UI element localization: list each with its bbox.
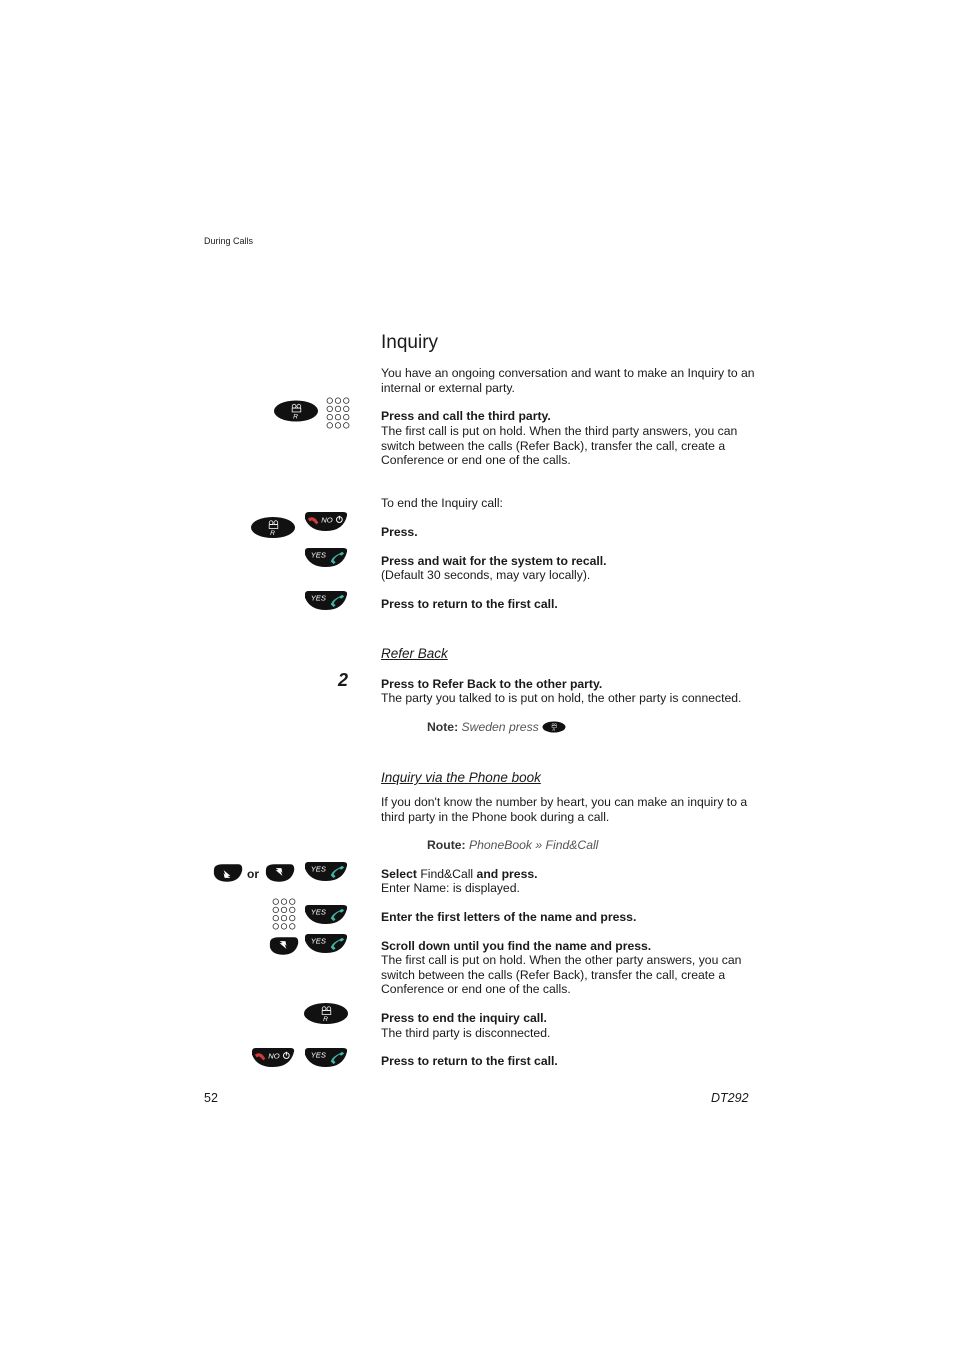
inquiry-intro: You have an ongoing conversation and want to make an Inquiry to an internal or external party. bbox=[381, 366, 755, 395]
yes-key-icon bbox=[303, 861, 349, 882]
step1-description: The first call is put on hold. When the third party answers, you can switch between the calls (Refer Back), transfer the call, create a Conference or end one of the calls. bbox=[381, 424, 738, 468]
pb-step4-instruction: Press to end the inquiry call. bbox=[381, 1011, 547, 1025]
phonebook-heading: Inquiry via the Phone book bbox=[381, 770, 541, 785]
or-label: or bbox=[247, 867, 259, 881]
yes-key-icon bbox=[303, 547, 349, 568]
yes-key-icon bbox=[303, 1047, 349, 1068]
refer-back-heading: Refer Back bbox=[381, 646, 448, 661]
pb-step1-item: Find&Call bbox=[420, 867, 474, 881]
note-label: Note: bbox=[427, 720, 459, 734]
r-key-icon bbox=[303, 1001, 349, 1026]
no-key-icon bbox=[250, 1047, 296, 1068]
pb-step1-sub bbox=[381, 881, 756, 896]
pb-step5: Press to return to the first call. bbox=[381, 1054, 558, 1068]
pb-step3-description: The first call is put on hold. When the other party answers, you can switch between the calls (Refer Back), transfer the call, create a Conference or end one of the calls. bbox=[381, 953, 742, 997]
r-key-small-icon bbox=[542, 720, 566, 734]
pb-step1-press: and press. bbox=[476, 867, 538, 881]
refer-back-note bbox=[427, 720, 566, 734]
pb-step1-sub-item: Enter Name: bbox=[381, 881, 450, 895]
pb-step2: Enter the first letters of the name and press. bbox=[381, 910, 637, 924]
yes-key-icon bbox=[303, 904, 349, 925]
end-step3: Press to return to the first call. bbox=[381, 597, 558, 611]
r-key-icon bbox=[250, 515, 296, 540]
end-step1: Press. bbox=[381, 525, 418, 539]
scroll-up-key-icon bbox=[263, 862, 296, 884]
page-number: 52 bbox=[204, 1091, 218, 1105]
phonebook-intro: If you don't know the number by heart, you can make an inquiry to a third party in the Phone book during a call. bbox=[381, 795, 748, 824]
model-name: DT292 bbox=[711, 1091, 749, 1105]
keypad-icon bbox=[272, 898, 296, 931]
step1-instruction: Press and call the third party. bbox=[381, 409, 551, 423]
end-intro: To end the Inquiry call: bbox=[381, 496, 503, 510]
route-label: Route: bbox=[427, 838, 466, 852]
pb-step4-description: The third party is disconnected. bbox=[381, 1026, 551, 1040]
section-header: During Calls bbox=[204, 236, 254, 246]
yes-key-icon bbox=[303, 590, 349, 611]
pb-step1-sub-rest: is displayed. bbox=[452, 881, 520, 895]
end-step2-description: (Default 30 seconds, may vary locally). bbox=[381, 568, 591, 582]
key-2-icon: 2 bbox=[338, 670, 349, 690]
route-text: PhoneBook » Find&Call bbox=[468, 838, 599, 852]
yes-key-icon bbox=[303, 933, 349, 954]
pb-step1 bbox=[381, 867, 756, 882]
scroll-down-key-icon bbox=[211, 862, 244, 884]
note-text: Sweden press bbox=[461, 720, 539, 734]
keypad-icon bbox=[326, 397, 350, 430]
end-step2-instruction: Press and wait for the system to recall. bbox=[381, 554, 607, 568]
refer-back-description: The party you talked to is put on hold, the other party is connected. bbox=[381, 691, 742, 705]
no-key-icon bbox=[303, 511, 349, 532]
scroll-up-key-icon bbox=[267, 935, 300, 957]
pb-step3-instruction: Scroll down until you find the name and press. bbox=[381, 939, 652, 953]
pb-step1-select: Select bbox=[381, 867, 417, 881]
phonebook-route bbox=[427, 838, 598, 852]
refer-back-instruction: Press to Refer Back to the other party. bbox=[381, 677, 603, 691]
inquiry-r-key-icon bbox=[273, 398, 319, 424]
page-title: Inquiry bbox=[381, 332, 439, 353]
